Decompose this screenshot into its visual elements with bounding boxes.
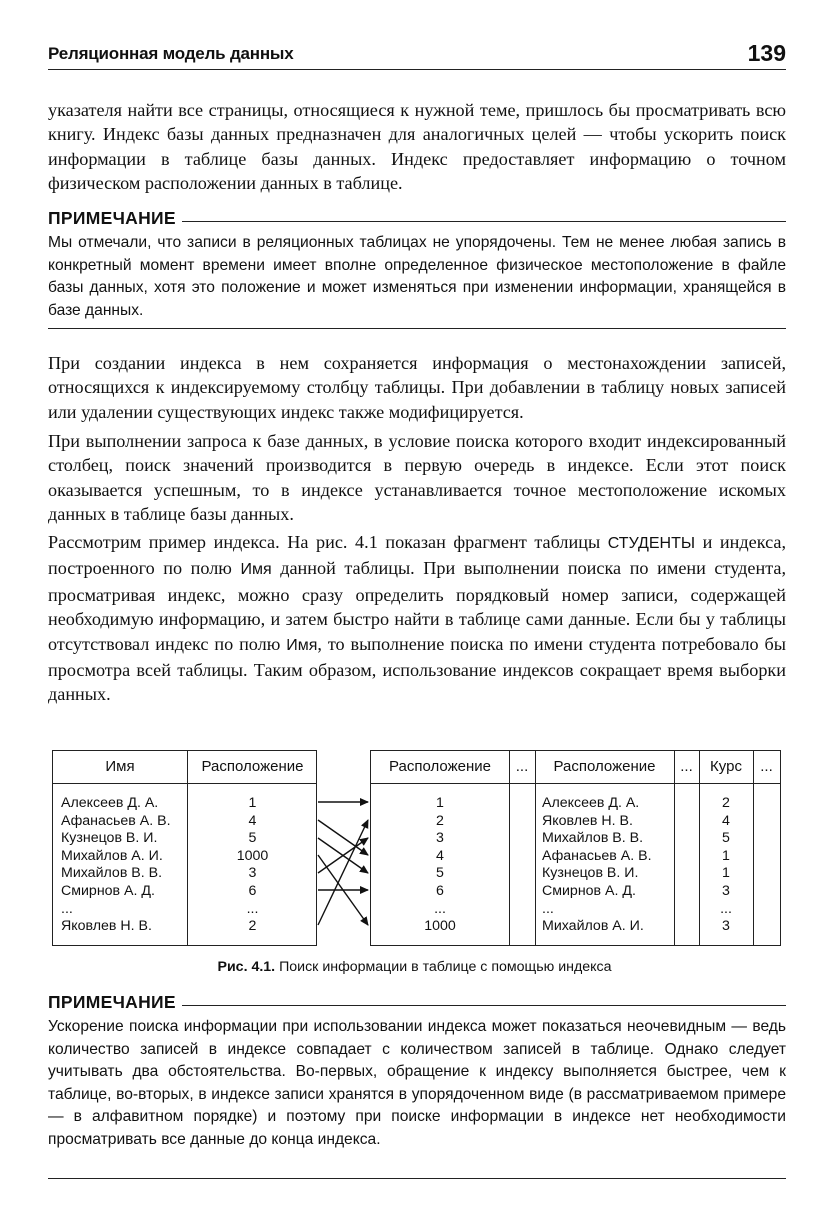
note-2-heading-text: ПРИМЕЧАНИЕ: [48, 992, 182, 1013]
data-header-location-2: Расположение: [553, 758, 656, 775]
data-location-cell: 4: [436, 847, 444, 864]
index-location-cell: ...: [246, 900, 259, 917]
code-field-name: Имя: [240, 561, 272, 579]
arrow-row-8: [318, 820, 368, 925]
data-header-course: Курс: [710, 758, 742, 775]
data-course-cell: ...: [720, 900, 732, 917]
note-1-text: Мы отмечали, что записи в реляционных таблицах не упорядочены. Тем не менее любая запись в конкретный момент времени имеет вполне определенное физическое местоположение в файле базы данных, хотя это положение и может изменяться при изменении информации, хранящейся в базе данных.: [48, 234, 786, 319]
data-location-cell: 3: [436, 830, 444, 847]
paragraph-3: При выполнении запроса к базе данных, в условие поиска которого входит индексированный столбец, поиск значений производится в первую очередь в индексе. Если этот поиск оказывается успешным, то в индексе устанавливается точное местоположение искомых данных в таблице базы данных.: [48, 431, 786, 525]
page-number: 139: [747, 40, 786, 66]
index-name-cell: Михайлов А. И.: [61, 847, 163, 864]
data-course-cell: 1: [722, 865, 730, 882]
note-2-text: Ускорение поиска информации при использовании индекса может показаться неочевидным — ведь количество записей в индексе совпадает с количеством записей в таблице. Однако следует учитывать два обстоятельства. Во-первых, обращение к индексу выполняется быстрее, чем к таблице, во-вторых, в индексе записи хранятся в упорядоченном виде (в рассматриваемом примере — в алфавитном порядке) и поэтому при поиске информации в индексе нет необходимости просматривать все данные до конца индекса.: [48, 1018, 786, 1148]
index-table: [52, 750, 317, 946]
data-course-cell: 1: [722, 847, 730, 864]
data-name-cell: Яковлев Н. В.: [542, 812, 633, 829]
arrow-row-4: [318, 855, 368, 925]
index-header-rule: [53, 783, 316, 784]
data-location-cell: 2: [436, 812, 444, 829]
paragraph-4-part-2: и индекса, построенного по полю: [48, 532, 787, 579]
header-rule: [48, 69, 786, 70]
index-name-cell: Михайлов В. В.: [61, 865, 163, 882]
data-name-cell: Смирнов А. Д.: [542, 882, 636, 899]
note-1-bottom-rule: [48, 328, 786, 329]
index-header-location: Расположение: [201, 758, 304, 775]
data-location-cell: 5: [436, 865, 444, 882]
data-name-cell: Михайлов А. И.: [542, 918, 644, 935]
data-course-cell: 5: [722, 830, 730, 847]
data-course-cell: 3: [722, 882, 730, 899]
index-name-cell: Яковлев Н. В.: [61, 918, 152, 935]
paragraph-4-part-4: , то выполнение поиска по имени студента потребовало бы просмотра всей таблицы. Таким образом, использование индексов сокращает время выборки данных.: [48, 633, 787, 705]
note-2-bottom-rule: [48, 1178, 786, 1179]
index-name-cell: Смирнов А. Д.: [61, 882, 155, 899]
arrow-row-5: [318, 838, 368, 873]
data-header-location: Расположение: [389, 758, 491, 775]
data-location-cell: 1: [436, 795, 444, 811]
arrow-row-3: [318, 838, 368, 873]
paragraph-4-part-3: данной таблицы. При выполнении поиска по имени студента, просматривая индекс, можно сразу определить порядковый номер записи, содержащей необходимую информацию, и затем быстро найти в таблице сами данные. Если бы у таблицы отсутствовал индекс по полю: [48, 558, 787, 654]
paragraph-4-part-1: Рассмотрим пример индекса. На рис. 4.1 показан фрагмент таблицы: [48, 532, 608, 552]
chapter-title: Реляционная модель данных: [48, 44, 294, 63]
code-table-name: СТУДЕНТЫ: [607, 535, 696, 552]
index-name-cell: Кузнецов В. И.: [61, 830, 158, 847]
index-location-cell: 3: [248, 865, 257, 882]
code-field-name-2: Имя: [286, 636, 318, 654]
data-course-cell: 2: [722, 795, 730, 811]
index-name-cell: Алексеев Д. А.: [61, 795, 159, 811]
index-location-cell: 4: [248, 812, 257, 829]
data-name-cell: Алексеев Д. А.: [542, 795, 640, 811]
data-course-cell: 3: [722, 918, 730, 935]
index-header-name: Имя: [105, 758, 135, 775]
data-name-cell: Кузнецов В. И.: [542, 865, 639, 882]
data-location-cell: 6: [436, 882, 444, 899]
index-name-column: [61, 795, 171, 936]
data-location-cell: 1000: [424, 918, 456, 935]
paragraph-2: При создании индекса в нем сохраняется информация о местонахождении записей, относящихся к индексируемому столбцу таблицы. При добавлении в таблицу новых записей или удалении существующих индекс также модифицируется.: [48, 353, 786, 422]
data-name-column: [542, 795, 652, 936]
data-name-cell: Михайлов В. В.: [542, 830, 644, 847]
index-location-cell: 6: [248, 882, 257, 899]
note-1-heading-text: ПРИМЕЧАНИЕ: [48, 208, 182, 229]
data-course-column: [699, 795, 753, 936]
data-header-rule: [371, 783, 780, 784]
index-location-cell: 5: [248, 830, 257, 847]
index-name-cell: ...: [61, 900, 73, 917]
figure-caption: [0, 959, 829, 975]
data-header-ellipsis-3: ...: [760, 758, 773, 775]
index-location-cell: 2: [248, 918, 257, 935]
arrow-row-2: [318, 820, 368, 855]
figure-caption-text: Поиск информации в таблице с помощью индекса: [275, 959, 612, 975]
data-table: [370, 750, 781, 946]
data-name-cell: Афанасьев А. В.: [542, 847, 652, 864]
data-header-ellipsis-2: ...: [680, 758, 693, 775]
index-location-cell: 1: [248, 795, 257, 811]
index-name-cell: Афанасьев А. В.: [61, 812, 171, 829]
paragraph-4: [48, 530, 786, 707]
note-2-heading: [48, 992, 786, 1014]
note-1-heading: [48, 208, 786, 230]
index-location-column: [187, 795, 318, 936]
data-location-cell: ...: [434, 900, 446, 917]
data-name-cell: ...: [542, 900, 554, 917]
figure-caption-label: Рис. 4.1.: [217, 959, 276, 975]
data-course-cell: 4: [722, 812, 730, 829]
index-location-cell: 1000: [236, 847, 269, 864]
running-header: [48, 40, 786, 70]
paragraph-1: указателя найти все страницы, относящиеся к нужной теме, пришлось бы просматривать всю книгу. Индекс базы данных предназначен для аналогичных целей — чтобы ускорить поиск информации в таблице базы данных. Индекс предоставляет информацию о точном физическом расположении данных в таблице.: [48, 100, 786, 194]
data-location-column: [371, 795, 509, 936]
data-header-ellipsis: ...: [515, 758, 529, 775]
